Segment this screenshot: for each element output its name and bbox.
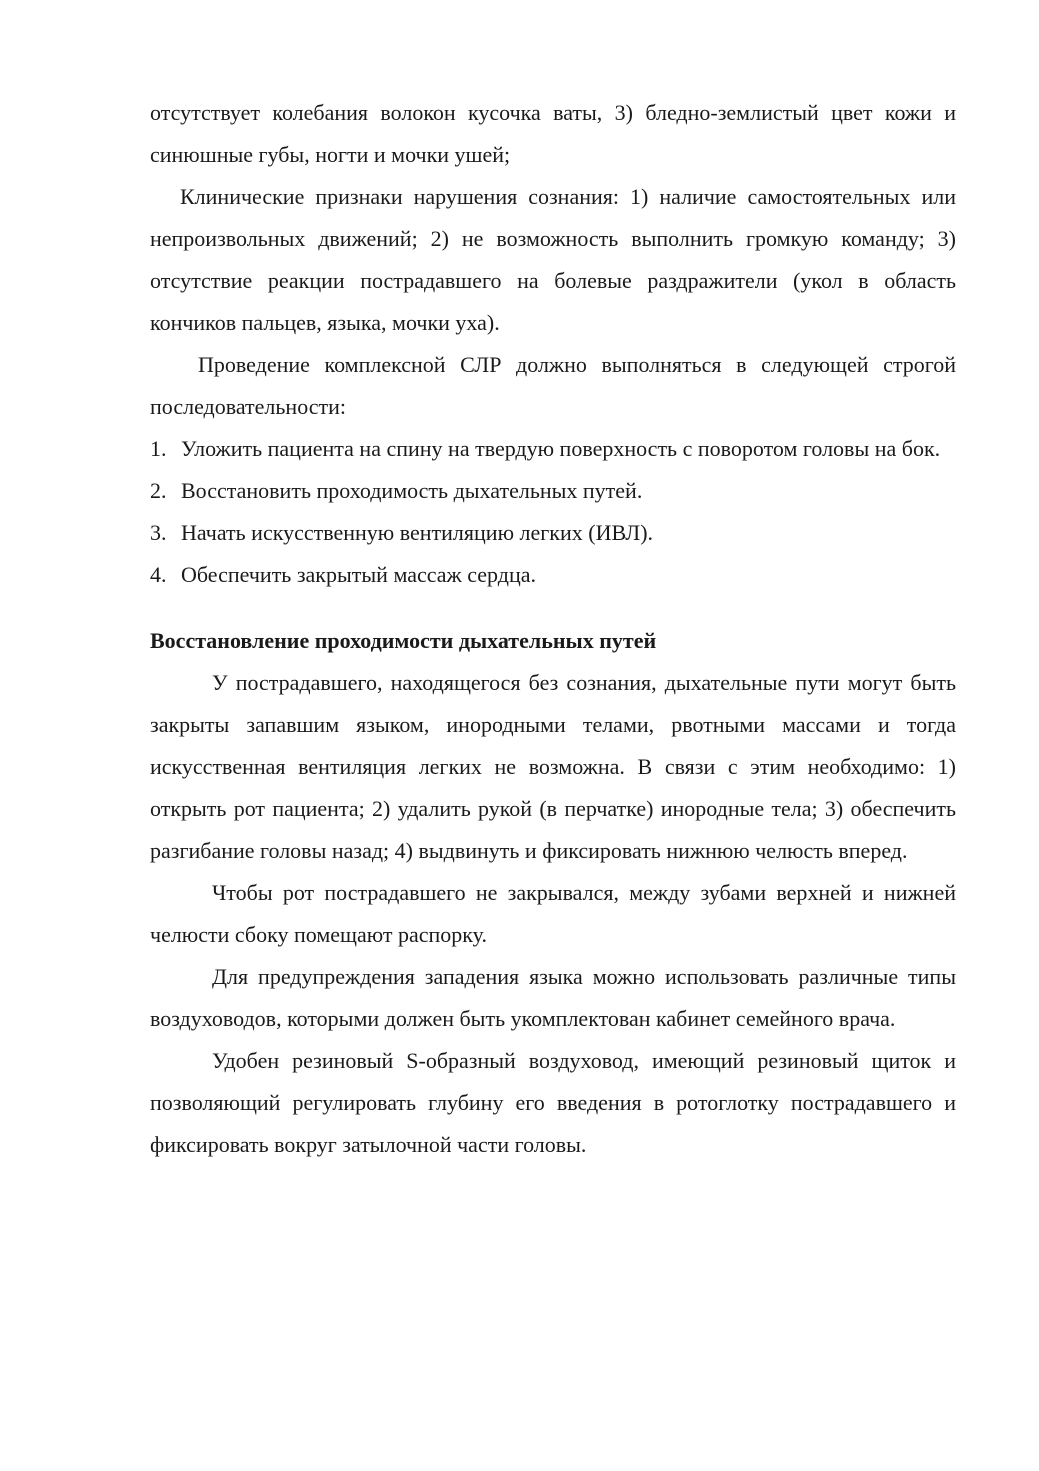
list-item-text: Восстановить проходимость дыхательных путей. xyxy=(181,478,643,503)
document-page xyxy=(150,92,956,1166)
list-item-number: 4. xyxy=(150,562,167,587)
paragraph-airway-devices: Для предупреждения западения языка можно использовать различные типы воздуховодов, которыми должен быть укомплектован кабинет семейного врача. xyxy=(150,964,956,1031)
paragraph-s-shaped-airway: Удобен резиновый S-образный воздуховод, имеющий резиновый щиток и позволяющий регулировать глубину его введения в ротоглотку пострадавшего и фиксировать вокруг затылочной части головы. xyxy=(150,1048,956,1157)
list-item xyxy=(150,428,956,470)
list-item-number: 2. xyxy=(150,478,167,503)
list-item xyxy=(150,554,956,596)
list-item-text: Уложить пациента на спину на твердую поверхность с поворотом головы на бок. xyxy=(181,436,941,461)
paragraph-consciousness-signs: Клинические признаки нарушения сознания: 1) наличие самостоятельных или непроизвольных движений; 2) не возможность выполнить громкую команду; 3) отсутствие реакции пострадавшего на болевые раздражители (укол в область кончиков пальцев, языка, мочки уха). xyxy=(150,184,956,335)
paragraph-cpr-sequence-intro: Проведение комплексной СЛР должно выполняться в следующей строгой последовательности: xyxy=(150,352,956,419)
list-item xyxy=(150,512,956,554)
list-item-number: 3. xyxy=(150,520,167,545)
paragraph-airway-obstruction: У пострадавшего, находящегося без сознания, дыхательные пути могут быть закрыты запавшим языком, инородными телами, рвотными массами и тогда искусственная вентиляция легких не возможна. В связи с этим необходимо: 1) открыть рот пациента; 2) удалить рукой (в перчатке) инородные тела; 3) обеспечить разгибание головы назад; 4) выдвинуть и фиксировать нижнюю челюсть вперед. xyxy=(150,670,956,863)
list-item-text: Начать искусственную вентиляцию легких (ИВЛ). xyxy=(181,520,654,545)
list-item-text: Обеспечить закрытый массаж сердца. xyxy=(181,562,536,587)
paragraph-continuation: отсутствует колебания волокон кусочка ваты, 3) бледно-землистый цвет кожи и синюшные губы, ногти и мочки ушей; xyxy=(150,100,956,167)
paragraph-mouth-spacer: Чтобы рот пострадавшего не закрывался, между зубами верхней и нижней челюсти сбоку помещают распорку. xyxy=(150,880,956,947)
list-item xyxy=(150,470,956,512)
section-heading: Восстановление проходимости дыхательных путей xyxy=(150,628,657,653)
list-item-number: 1. xyxy=(150,436,167,461)
cpr-steps-list xyxy=(150,428,956,596)
